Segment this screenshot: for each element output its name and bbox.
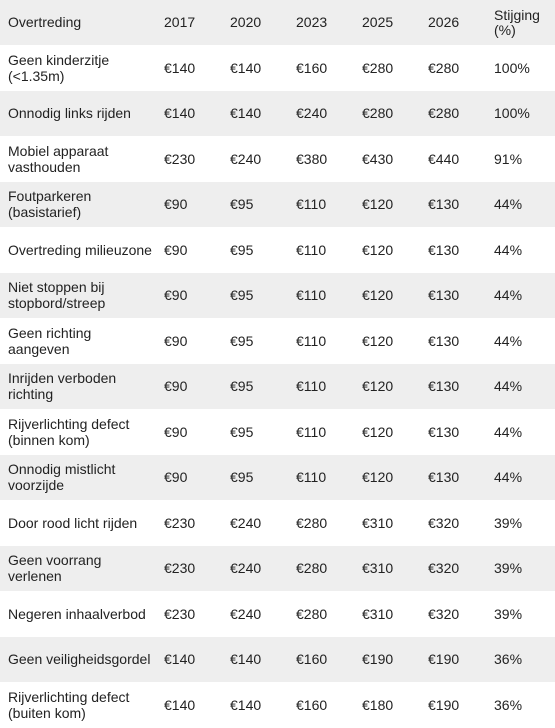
cell-fine-2026: €320 bbox=[428, 514, 460, 531]
cell-fine-2025: €430 bbox=[362, 150, 394, 167]
cell-overtreding: Onnodig mistlicht voorzijde bbox=[8, 461, 116, 494]
cell-overtreding: Geen veiligheidsgordel bbox=[8, 651, 151, 668]
cell-fine-2026: €280 bbox=[428, 59, 460, 76]
table-row bbox=[0, 682, 555, 728]
cell-fine-2025: €280 bbox=[362, 59, 394, 76]
cell-fine-2017: €230 bbox=[164, 560, 196, 577]
cell-fine-2023: €110 bbox=[296, 423, 327, 440]
cell-overtreding: Rijverlichting defect (binnen kom) bbox=[8, 415, 130, 448]
cell-fine-2023: €110 bbox=[296, 287, 327, 304]
cell-fine-2023: €110 bbox=[296, 196, 327, 213]
cell-stijging: 91% bbox=[494, 150, 523, 167]
cell-fine-2020: €140 bbox=[230, 59, 262, 76]
cell-stijging: 36% bbox=[494, 651, 523, 668]
cell-fine-2020: €140 bbox=[230, 651, 262, 668]
cell-fine-2017: €230 bbox=[164, 150, 196, 167]
cell-fine-2023: €160 bbox=[296, 59, 328, 76]
cell-fine-2017: €140 bbox=[164, 59, 196, 76]
cell-stijging: 44% bbox=[494, 469, 523, 486]
table-row bbox=[0, 591, 555, 637]
cell-fine-2026: €320 bbox=[428, 605, 460, 622]
cell-fine-2025: €120 bbox=[362, 332, 394, 349]
cell-fine-2017: €90 bbox=[164, 332, 188, 349]
header-cell-stijging: Stijging (%) bbox=[494, 6, 540, 38]
cell-fine-2025: €180 bbox=[362, 696, 394, 713]
table-row bbox=[0, 182, 555, 228]
table-header bbox=[0, 0, 555, 45]
cell-fine-2026: €130 bbox=[428, 287, 460, 304]
cell-overtreding: Niet stoppen bij stopbord/streep bbox=[8, 279, 106, 312]
cell-fine-2026: €280 bbox=[428, 105, 460, 122]
table-row bbox=[0, 546, 555, 592]
cell-fine-2026: €130 bbox=[428, 196, 460, 213]
cell-fine-2026: €130 bbox=[428, 423, 460, 440]
table-row bbox=[0, 273, 555, 319]
cell-overtreding: Overtreding milieuzone bbox=[8, 241, 152, 258]
cell-fine-2026: €130 bbox=[428, 378, 460, 395]
cell-stijging: 39% bbox=[494, 605, 523, 622]
cell-fine-2017: €90 bbox=[164, 469, 188, 486]
cell-fine-2023: €110 bbox=[296, 241, 327, 258]
table-row bbox=[0, 364, 555, 410]
cell-stijging: 44% bbox=[494, 287, 523, 304]
cell-fine-2025: €280 bbox=[362, 105, 394, 122]
cell-overtreding: Geen voorrang verlenen bbox=[8, 552, 102, 585]
cell-fine-2026: €440 bbox=[428, 150, 460, 167]
cell-fine-2020: €240 bbox=[230, 605, 262, 622]
cell-fine-2017: €140 bbox=[164, 696, 196, 713]
cell-fine-2025: €120 bbox=[362, 287, 394, 304]
cell-fine-2017: €90 bbox=[164, 241, 188, 258]
table-row bbox=[0, 637, 555, 683]
cell-overtreding: Geen richting aangeven bbox=[8, 324, 92, 357]
table-row bbox=[0, 45, 555, 91]
table-row bbox=[0, 136, 555, 182]
cell-fine-2025: €310 bbox=[362, 514, 394, 531]
cell-overtreding: Door rood licht rijden bbox=[8, 514, 138, 531]
cell-fine-2023: €240 bbox=[296, 105, 328, 122]
cell-fine-2023: €110 bbox=[296, 469, 327, 486]
table-row bbox=[0, 409, 555, 455]
cell-fine-2026: €130 bbox=[428, 469, 460, 486]
cell-fine-2023: €380 bbox=[296, 150, 328, 167]
cell-fine-2020: €240 bbox=[230, 560, 262, 577]
cell-fine-2026: €190 bbox=[428, 696, 460, 713]
cell-stijging: 39% bbox=[494, 560, 523, 577]
cell-overtreding: Negeren inhaalverbod bbox=[8, 605, 146, 622]
cell-fine-2020: €95 bbox=[230, 423, 254, 440]
cell-fine-2025: €190 bbox=[362, 651, 394, 668]
table-row bbox=[0, 227, 555, 273]
cell-fine-2017: €90 bbox=[164, 287, 188, 304]
cell-fine-2017: €230 bbox=[164, 514, 196, 531]
table-row bbox=[0, 455, 555, 501]
header-cell-2023: 2023 bbox=[296, 14, 328, 30]
cell-fine-2023: €160 bbox=[296, 696, 328, 713]
table-row bbox=[0, 500, 555, 546]
header-cell-2020: 2020 bbox=[230, 14, 262, 30]
cell-fine-2017: €90 bbox=[164, 378, 188, 395]
header-cell-2017: 2017 bbox=[164, 14, 196, 30]
cell-stijging: 36% bbox=[494, 696, 523, 713]
cell-overtreding: Foutparkeren (basistarief) bbox=[8, 188, 92, 221]
cell-fine-2026: €130 bbox=[428, 241, 460, 258]
cell-overtreding: Onnodig links rijden bbox=[8, 105, 131, 122]
cell-overtreding: Geen kinderzitje (<1.35m) bbox=[8, 51, 110, 84]
cell-fine-2023: €110 bbox=[296, 378, 327, 395]
cell-fine-2023: €280 bbox=[296, 560, 328, 577]
cell-fine-2023: €280 bbox=[296, 514, 328, 531]
header-cell-2026: 2026 bbox=[428, 14, 460, 30]
header-cell-overtreding: Overtreding bbox=[8, 14, 82, 30]
table-row bbox=[0, 91, 555, 137]
cell-fine-2025: €120 bbox=[362, 241, 394, 258]
cell-overtreding: Inrijden verboden richting bbox=[8, 370, 117, 403]
cell-fine-2026: €130 bbox=[428, 332, 460, 349]
cell-fine-2020: €95 bbox=[230, 196, 254, 213]
cell-stijging: 100% bbox=[494, 105, 530, 122]
header-cell-2025: 2025 bbox=[362, 14, 394, 30]
cell-overtreding: Rijverlichting defect (buiten kom) bbox=[8, 688, 130, 721]
cell-fine-2025: €120 bbox=[362, 378, 394, 395]
cell-fine-2020: €95 bbox=[230, 469, 254, 486]
cell-fine-2017: €140 bbox=[164, 651, 196, 668]
cell-fine-2025: €120 bbox=[362, 423, 394, 440]
cell-fine-2020: €95 bbox=[230, 332, 254, 349]
cell-fine-2020: €95 bbox=[230, 287, 254, 304]
cell-stijging: 44% bbox=[494, 423, 523, 440]
header-row bbox=[0, 0, 555, 45]
table-row bbox=[0, 318, 555, 364]
cell-stijging: 44% bbox=[494, 378, 523, 395]
cell-fine-2017: €140 bbox=[164, 105, 196, 122]
cell-fine-2026: €190 bbox=[428, 651, 460, 668]
cell-fine-2025: €120 bbox=[362, 469, 394, 486]
cell-stijging: 44% bbox=[494, 332, 523, 349]
cell-fine-2017: €90 bbox=[164, 196, 188, 213]
cell-overtreding: Mobiel apparaat vasthouden bbox=[8, 142, 109, 175]
table-body bbox=[0, 45, 555, 728]
cell-stijging: 100% bbox=[494, 59, 530, 76]
cell-fine-2020: €95 bbox=[230, 378, 254, 395]
cell-fine-2017: €230 bbox=[164, 605, 196, 622]
cell-fine-2025: €120 bbox=[362, 196, 394, 213]
cell-fine-2023: €280 bbox=[296, 605, 328, 622]
cell-fine-2020: €140 bbox=[230, 105, 262, 122]
cell-stijging: 39% bbox=[494, 514, 523, 531]
cell-fine-2023: €160 bbox=[296, 651, 328, 668]
cell-fine-2020: €140 bbox=[230, 696, 262, 713]
cell-fine-2025: €310 bbox=[362, 560, 394, 577]
cell-fine-2020: €240 bbox=[230, 514, 262, 531]
cell-fine-2017: €90 bbox=[164, 423, 188, 440]
cell-fine-2020: €95 bbox=[230, 241, 254, 258]
cell-fine-2020: €240 bbox=[230, 150, 262, 167]
cell-stijging: 44% bbox=[494, 241, 523, 258]
cell-fine-2023: €110 bbox=[296, 332, 327, 349]
cell-stijging: 44% bbox=[494, 196, 523, 213]
cell-fine-2025: €310 bbox=[362, 605, 394, 622]
cell-fine-2026: €320 bbox=[428, 560, 460, 577]
